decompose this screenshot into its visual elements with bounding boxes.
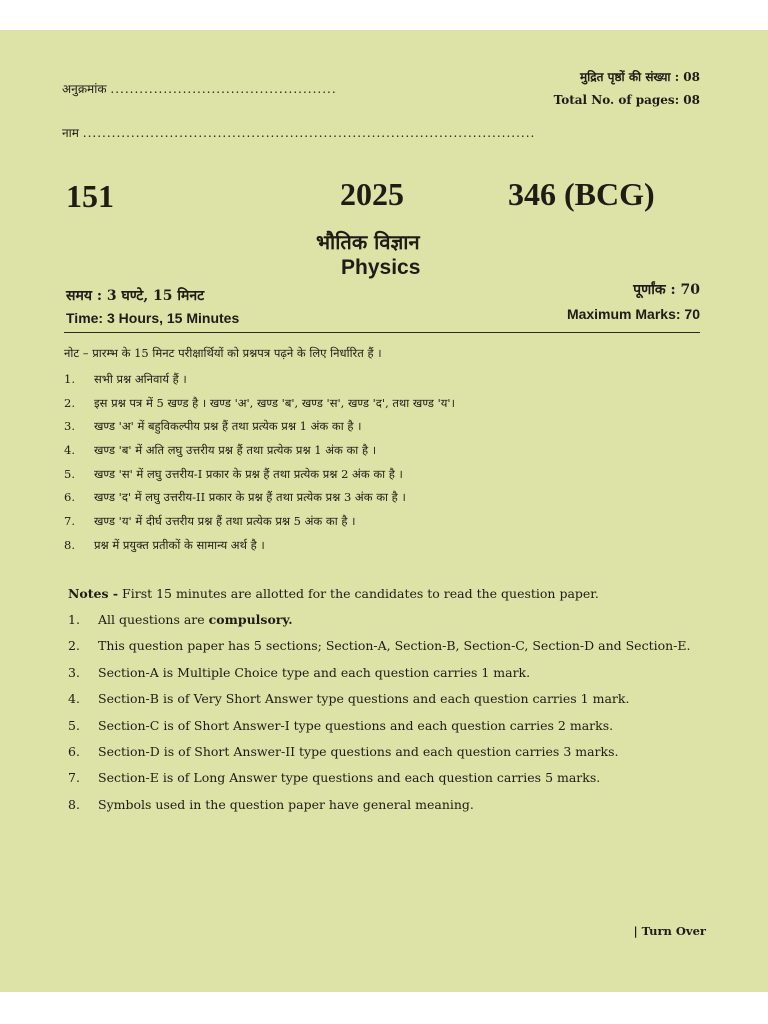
list-item xyxy=(68,770,691,796)
list-item xyxy=(64,467,455,491)
roll-number-dots: ............................................... xyxy=(110,82,337,96)
list-item xyxy=(68,691,691,717)
subject-hindi: भौतिक विज्ञान xyxy=(316,230,420,254)
list-item xyxy=(64,419,455,443)
item-emphasis: compulsory. xyxy=(208,612,293,627)
list-item xyxy=(68,612,691,638)
name-dots: .............................................................................................. xyxy=(82,126,536,140)
page-count-hindi: मुद्रित पृष्ठों की संख्या : 08 xyxy=(579,70,700,84)
english-note xyxy=(68,586,599,601)
list-item xyxy=(64,490,455,514)
item-text: Section-D is of Short Answer-II type questions and each question carries 3 marks. xyxy=(98,743,619,759)
item-number: 8. xyxy=(64,537,75,552)
english-note-text: First 15 minutes are allotted for the candidates to read the question paper. xyxy=(118,586,599,601)
hindi-note: नोट – प्रारम्भ के 15 मिनट परीक्षार्थियों को प्रश्नपत्र पढ़ने के लिए निर्धारित हैं । xyxy=(64,346,382,360)
english-note-label: Notes - xyxy=(68,586,119,601)
list-item xyxy=(64,372,455,396)
turn-over-label: | Turn Over xyxy=(633,924,706,938)
item-number: 8. xyxy=(68,796,80,812)
list-item xyxy=(68,665,691,691)
name-label: नाम xyxy=(62,126,79,140)
item-number: 4. xyxy=(64,443,75,458)
item-text: खण्ड 'स' में लघु उत्तरीय-I प्रकार के प्रश्न हैं तथा प्रत्येक प्रश्न 2 अंक का है । xyxy=(94,466,403,481)
item-text: Section-A is Multiple Choice type and each question carries 1 mark. xyxy=(98,664,531,680)
item-text: Symbols used in the question paper have general meaning. xyxy=(98,796,474,812)
item-text: प्रश्न में प्रयुक्त प्रतीकों के सामान्य अर्थ है । xyxy=(94,537,265,552)
list-item xyxy=(68,797,691,823)
item-number: 3. xyxy=(68,664,80,680)
max-marks-english: Maximum Marks: 70 xyxy=(566,306,700,322)
item-text: खण्ड 'य' में दीर्घ उत्तरीय प्रश्न हैं तथा प्रत्येक प्रश्न 5 अंक का है । xyxy=(94,514,356,529)
list-item xyxy=(64,514,455,538)
hindi-instruction-list xyxy=(64,372,455,562)
item-number: 1. xyxy=(64,372,75,386)
item-number: 2. xyxy=(64,395,75,410)
item-text: खण्ड 'ब' में अति लघु उत्तरीय प्रश्न हैं तथा प्रत्येक प्रश्न 1 अंक का है । xyxy=(94,443,377,458)
list-item xyxy=(68,638,691,664)
roll-number-label: अनुक्रमांक xyxy=(62,82,107,96)
item-number: 6. xyxy=(68,743,80,759)
item-text: खण्ड 'अ' में बहुविकल्पीय प्रश्न हैं तथा प्रत्येक प्रश्न 1 अंक का है । xyxy=(94,419,362,434)
exam-year: 2025 xyxy=(340,176,404,212)
item-number: 5. xyxy=(64,466,75,481)
item-text: All questions are xyxy=(98,612,209,627)
subject-english: Physics xyxy=(341,256,421,279)
paper-code-right: 346 (BCG) xyxy=(508,176,655,212)
time-english: Time: 3 Hours, 15 Minutes xyxy=(66,310,240,326)
item-text: Section-E is of Long Answer type questions and each question carries 5 marks. xyxy=(98,770,601,786)
item-text: Section-C is of Short Answer-I type questions and each question carries 2 marks. xyxy=(98,717,614,733)
item-number: 4. xyxy=(68,691,80,707)
item-number: 7. xyxy=(68,770,80,786)
paper-code-left: 151 xyxy=(66,178,114,214)
item-number: 7. xyxy=(64,514,75,529)
item-text: Section-B is of Very Short Answer type questions and each question carries 1 mark. xyxy=(98,691,630,707)
item-text: इस प्रश्न पत्र में 5 खण्ड है । खण्ड 'अ', खण्ड 'ब', खण्ड 'स', खण्ड 'द', तथा खण्ड 'य'। xyxy=(94,395,455,410)
list-item xyxy=(64,396,455,420)
item-text: खण्ड 'द' में लघु उत्तरीय-II प्रकार के प्रश्न हैं तथा प्रत्येक प्रश्न 3 अंक का है । xyxy=(94,490,406,505)
time-hindi: समय : 3 घण्टे, 15 मिनट xyxy=(66,288,205,304)
item-text: This question paper has 5 sections; Section-A, Section-B, Section-C, Section-D and Section-E. xyxy=(98,638,691,654)
page-count-english: Total No. of pages: 08 xyxy=(553,93,700,107)
item-text: सभी प्रश्न अनिवार्य हैं । xyxy=(94,372,187,386)
header-divider xyxy=(64,332,700,333)
item-number: 6. xyxy=(64,490,75,505)
item-number: 2. xyxy=(68,638,80,654)
max-marks-hindi: पूर्णांक : 70 xyxy=(633,282,700,298)
roll-number-field xyxy=(62,80,337,97)
list-item xyxy=(68,718,691,744)
item-number: 5. xyxy=(68,717,80,733)
name-field xyxy=(62,124,535,141)
list-item xyxy=(64,538,455,562)
list-item xyxy=(68,744,691,770)
item-number: 1. xyxy=(68,612,80,627)
english-instruction-list xyxy=(68,612,691,823)
list-item xyxy=(64,443,455,467)
item-number: 3. xyxy=(64,419,75,434)
exam-paper xyxy=(0,30,768,992)
